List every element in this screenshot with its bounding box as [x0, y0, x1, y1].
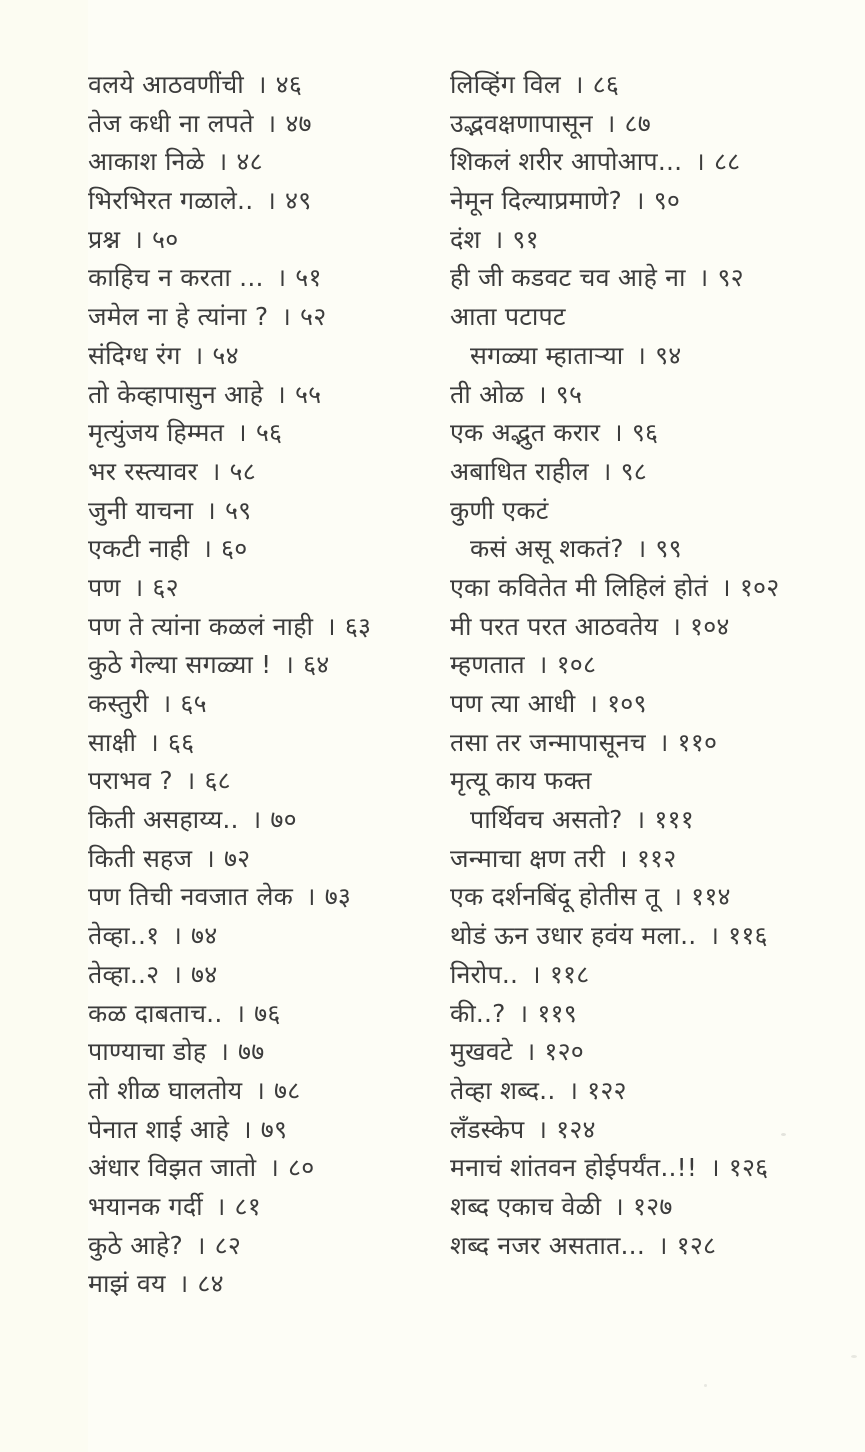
toc-entry-separator: ।: [518, 998, 529, 1028]
toc-entry-title: तेव्हा..१: [88, 921, 160, 951]
toc-entry-title: ही जी कडवट चव आहे ना: [450, 263, 686, 293]
toc-entry: [88, 1227, 428, 1266]
toc-entry: [88, 646, 428, 685]
toc-entry: [450, 453, 840, 492]
toc-entry: [88, 182, 428, 221]
toc-entry: [88, 685, 428, 724]
toc-entry-title: वलये आठवणींची: [88, 70, 244, 99]
toc-entry: [88, 569, 428, 608]
toc-entry: [88, 1033, 428, 1072]
toc-entry-title: कुणी एकटं: [450, 495, 549, 525]
toc-entry-page-number: १०९: [607, 689, 647, 718]
toc-entry-separator: ।: [172, 921, 183, 951]
toc-entry: [88, 453, 428, 492]
toc-entry: [450, 1033, 840, 1072]
toc-entry-separator: ।: [709, 921, 720, 951]
toc-entry: [88, 878, 428, 917]
toc-entry-page-number: ८७: [624, 108, 651, 138]
toc-entry-page-number: ११२: [636, 843, 677, 873]
toc-entry-title: पण: [88, 572, 121, 602]
toc-entry-title: एका कवितेत मी लिहिलं होतं: [450, 572, 709, 602]
toc-entry-title: पाण्याचा डोह: [88, 1037, 207, 1067]
toc-entry-separator: ।: [202, 534, 213, 564]
toc-entry-page-number: ७४: [191, 959, 218, 989]
toc-entry-page-number: ७०: [270, 805, 297, 835]
toc-entry-page-number: ९९: [655, 534, 682, 564]
toc-entry-page-number: ६२: [152, 572, 179, 602]
toc-entry: [450, 608, 840, 647]
toc-entry-separator: ।: [672, 882, 683, 912]
toc-entry-separator: ।: [573, 70, 584, 99]
toc-entry-title: जन्माचा क्षण तरी: [450, 843, 606, 873]
toc-entry-separator: ।: [217, 147, 228, 177]
toc-entry-separator: ।: [193, 340, 204, 370]
toc-entry: [88, 1111, 428, 1150]
toc-entry-title: मृत्युंजय हिम्मत: [88, 418, 225, 448]
toc-entry-title: पार्थिवच असतो?: [470, 805, 623, 835]
toc-entry-separator: ।: [195, 1230, 206, 1260]
toc-entry-title: साक्षी: [88, 727, 137, 757]
toc-entry-page-number: १०२: [739, 572, 780, 602]
toc-entry-page-number: ५९: [224, 495, 252, 525]
toc-entry-page-number: ९१: [512, 224, 539, 254]
toc-entry-title: मी परत परत आठवतेय: [450, 611, 659, 641]
toc-entry-separator: ।: [219, 1037, 230, 1067]
toc-entry-page-number: १२४: [556, 1114, 596, 1144]
toc-entry-page-number: ५५: [294, 379, 322, 409]
toc-entry-title: पण त्या आधी: [450, 689, 576, 718]
toc-entry-title: कसं असू शकतं?: [470, 534, 624, 564]
toc-entry-separator: ।: [588, 689, 599, 718]
toc-entry-separator: ।: [493, 224, 504, 254]
toc-entry: [88, 143, 428, 182]
toc-entry-title: जमेल ना हे त्यांना ?: [88, 302, 269, 332]
toc-entry-page-number: ७९: [260, 1114, 288, 1144]
toc-entry-separator: ।: [306, 882, 316, 912]
toc-entry: [450, 724, 840, 763]
toc-entry: [450, 143, 840, 182]
toc-entry-title: माझं वय: [88, 1269, 166, 1299]
toc-entry-title: तसा तर जन्मापासूनच: [450, 727, 646, 757]
toc-entry: [88, 66, 428, 105]
scan-speck: [704, 1384, 707, 1387]
toc-entry-page-number: ९२: [717, 263, 744, 293]
toc-left-column: [88, 66, 428, 1304]
toc-entry-page-number: ४७: [285, 108, 312, 138]
toc-entry: [88, 995, 428, 1034]
toc-entry-title: काहिच न करता ...: [88, 263, 264, 293]
toc-entry: [88, 724, 428, 763]
toc-entry-page-number: ९६: [631, 418, 659, 448]
toc-entry-page-number: ५२: [300, 302, 327, 332]
toc-entry: [450, 376, 840, 415]
toc-entry-separator: ।: [284, 650, 295, 680]
toc-entry-page-number: ९०: [653, 186, 681, 216]
toc-entry-separator: ।: [671, 611, 682, 641]
toc-entry-title: कस्तुरी: [88, 689, 149, 718]
toc-entry-page-number: ५८: [229, 456, 256, 486]
toc-entry-title: शब्द एकाच वेळी: [450, 1191, 602, 1221]
toc-entry-separator: ।: [266, 186, 277, 216]
toc-entry-page-number: ११८: [549, 959, 590, 989]
toc-entry-title: लिव्हिंग विल: [450, 70, 561, 99]
toc-entry-separator: ।: [525, 1037, 536, 1067]
toc-entry-separator: ।: [149, 727, 159, 757]
toc-entry: [88, 530, 428, 569]
toc-entry-title: एकटी नाही: [88, 534, 190, 564]
toc-entry-page-number: ११०: [677, 727, 718, 757]
toc-entry: [450, 1188, 840, 1227]
toc-entry-page-number: ९४: [655, 340, 682, 370]
toc-entry-page-number: ५४: [212, 340, 239, 370]
toc-entry-title: नेमून दिल्याप्रमाणे?: [450, 186, 622, 216]
toc-entry-separator: ।: [255, 1075, 266, 1105]
toc-entry-separator: ।: [215, 1191, 226, 1221]
toc-entry-page-number: ५०: [152, 224, 179, 254]
toc-entry-page-number: ७४: [191, 921, 218, 951]
toc-entry: [450, 646, 840, 685]
toc-entry-title: एक अद्भुत करार: [450, 418, 601, 448]
toc-entry: [88, 105, 428, 144]
toc-entry-page-number: ११६: [728, 921, 768, 951]
toc-entry: [88, 492, 428, 531]
toc-entry: [450, 66, 840, 105]
toc-entry: [450, 414, 840, 453]
toc-entry-title: तेव्हा शब्द..: [450, 1075, 556, 1105]
toc-entry-separator: ।: [251, 805, 262, 835]
toc-entry-title: निरोप..: [450, 959, 519, 989]
toc-entry-separator: ।: [537, 1114, 548, 1144]
toc-entry-page-number: ८४: [197, 1269, 224, 1299]
toc-entry-title: पेनात शाई आहे: [88, 1114, 230, 1144]
toc-entry-title: शब्द नजर असतात...: [450, 1230, 645, 1260]
toc-entry-page-number: ७३: [324, 882, 352, 912]
toc-entry-page-number: १२७: [632, 1191, 673, 1221]
toc-entry-separator: ।: [266, 108, 277, 138]
toc-entry-page-number: ७८: [274, 1075, 301, 1105]
toc-entry-title: प्रश्न: [88, 224, 121, 254]
toc-entry-page-number: ४९: [285, 186, 312, 216]
toc-entry: [88, 414, 428, 453]
toc-entry-separator: ।: [206, 495, 216, 525]
toc-entry-title: तेव्हा..२: [88, 959, 160, 989]
toc-entry-separator: ।: [721, 572, 731, 602]
toc-entry-separator: ।: [242, 1114, 252, 1144]
toc-entry-title: मृत्यू काय फक्त: [450, 766, 592, 796]
toc-entry-page-number: ८८: [713, 147, 741, 177]
toc-entry-page-number: १११: [654, 805, 694, 835]
toc-entry-page-number: ८०: [288, 1153, 315, 1183]
toc-entry: [450, 298, 840, 337]
toc-entry: [88, 337, 428, 376]
toc-entry-separator: ।: [605, 108, 616, 138]
toc-entry-separator: ।: [710, 1153, 720, 1183]
toc-entry-separator: ।: [235, 998, 246, 1028]
toc-entry-page-number: ४६: [275, 70, 303, 99]
toc-entry-page-number: १०४: [690, 611, 730, 641]
scan-speck: [851, 1355, 857, 1358]
toc-entry-title: आता पटापट: [450, 302, 566, 332]
toc-entry: [450, 1149, 840, 1188]
toc-entry-separator: ।: [185, 766, 196, 796]
toc-entry-separator: ।: [698, 263, 709, 293]
toc-entry-title: म्हणतात: [450, 650, 525, 680]
toc-entry-title: तो शीळ घालतोय: [88, 1075, 243, 1105]
toc-entry-separator: ।: [256, 70, 267, 99]
toc-entry: [450, 337, 840, 376]
toc-entry-title: मनाचं शांतवन होईपर्यंत..!!: [450, 1153, 698, 1183]
toc-entry: [88, 1149, 428, 1188]
toc-entry-title: आकाश निळे: [88, 147, 205, 177]
toc-entry-separator: ।: [161, 689, 172, 718]
toc-entry: [450, 259, 840, 298]
toc-entry: [450, 917, 840, 956]
toc-entry-title: जुनी याचना: [88, 495, 194, 525]
toc-entry: [450, 492, 840, 531]
toc-entry-separator: ।: [635, 186, 645, 216]
toc-entry-separator: ।: [326, 611, 336, 641]
toc-entry: [88, 259, 428, 298]
toc-entry-title: कुठे गेल्या सगळ्या !: [88, 650, 272, 680]
toc-entry-title: भयानक गर्दी: [88, 1191, 203, 1221]
toc-entry-title: किती सहज: [88, 843, 193, 873]
toc-entry-separator: ।: [635, 805, 646, 835]
toc-entry-page-number: ७२: [223, 843, 251, 873]
toc-entry-title: पण तिची नवजात लेक: [88, 882, 293, 912]
toc-entry-separator: ।: [601, 456, 612, 486]
toc-entry-title: सगळ्या म्हाताऱ्या: [470, 340, 624, 370]
toc-entry: [450, 1111, 840, 1150]
toc-entry-page-number: १०८: [556, 650, 597, 680]
toc-entry-separator: ।: [205, 843, 215, 873]
toc-entry-title: भिरभिरत गळाले..: [88, 186, 254, 216]
toc-right-column: [450, 66, 840, 1265]
toc-entry-separator: ।: [276, 379, 286, 409]
toc-entry-page-number: ११४: [691, 882, 731, 912]
toc-entry: [88, 1188, 428, 1227]
toc-entry: [450, 995, 840, 1034]
toc-entry-page-number: ८२: [214, 1230, 242, 1260]
toc-entry-title: दंश: [450, 224, 481, 254]
toc-entry-title: ती ओळ: [450, 379, 525, 409]
toc-entry-separator: ।: [636, 534, 647, 564]
toc-entry: [450, 182, 840, 221]
toc-entry-title: अबाधित राहील: [450, 456, 589, 486]
toc-entry-title: किती असहाय्य..: [88, 805, 239, 835]
toc-entry-separator: ।: [178, 1269, 189, 1299]
toc-entry-title: एक दर्शनबिंदू होतीस तू: [450, 882, 660, 912]
toc-entry-separator: ।: [618, 843, 628, 873]
toc-entry-title: थोडं ऊन उधार हवंय मला..: [450, 921, 697, 951]
toc-entry-title: कळ दाबताच..: [88, 998, 223, 1028]
toc-entry: [450, 801, 840, 840]
toc-entry: [88, 956, 428, 995]
toc-entry: [88, 801, 428, 840]
toc-entry-separator: ।: [537, 650, 548, 680]
toc-entry-page-number: ८६: [592, 70, 620, 99]
toc-entry-title: कुठे आहे?: [88, 1230, 183, 1260]
toc-entry-page-number: ७७: [238, 1037, 265, 1067]
toc-entry-title: पण ते त्यांना कळलं नाही: [88, 611, 314, 641]
toc-entry-title: पराभव ?: [88, 766, 173, 796]
toc-entry-title: भर रस्त्यावर: [88, 456, 198, 486]
toc-entry-separator: ।: [269, 1153, 280, 1183]
toc-entry: [88, 298, 428, 337]
toc-entry-title: शिकलं शरीर आपोआप...: [450, 147, 683, 177]
toc-entry: [450, 1072, 840, 1111]
toc-entry: [88, 376, 428, 415]
scan-edge-tint: [0, 0, 88, 1452]
toc-entry-separator: ।: [210, 456, 221, 486]
toc-entry-separator: ।: [568, 1075, 579, 1105]
toc-entry-separator: ।: [281, 302, 291, 332]
toc-entry: [450, 569, 840, 608]
toc-entry: [450, 840, 840, 879]
toc-entry-separator: ।: [237, 418, 247, 448]
toc-entry-page-number: ६३: [344, 611, 372, 641]
toc-entry-page-number: ११९: [537, 998, 577, 1028]
toc-entry-separator: ।: [636, 340, 647, 370]
toc-entry-separator: ।: [537, 379, 547, 409]
toc-entry-title: की..?: [450, 998, 506, 1028]
toc-entry: [88, 1072, 428, 1111]
toc-entry-page-number: ६४: [303, 650, 330, 680]
scan-speck: [781, 1133, 786, 1136]
toc-entry-page-number: १२०: [544, 1037, 584, 1067]
toc-entry-separator: ।: [613, 418, 623, 448]
toc-entry-page-number: ४८: [236, 147, 263, 177]
toc-entry-title: तो केव्हापासुन आहे: [88, 379, 264, 409]
toc-entry-page-number: ६६: [167, 727, 195, 757]
toc-entry-separator: ।: [695, 147, 705, 177]
toc-entry-title: मुखवटे: [450, 1037, 513, 1067]
toc-entry-separator: ।: [133, 224, 143, 254]
toc-entry-page-number: ६५: [180, 689, 207, 718]
toc-entry-title: लँडस्केप: [450, 1114, 525, 1144]
toc-entry: [450, 530, 840, 569]
toc-entry-page-number: १२६: [728, 1153, 769, 1183]
toc-entry: [88, 1265, 428, 1304]
toc-entry: [88, 221, 428, 260]
toc-entry: [450, 762, 840, 801]
toc-entry-separator: ।: [658, 727, 669, 757]
toc-entry-page-number: ७६: [254, 998, 281, 1028]
toc-entry-separator: ।: [172, 959, 183, 989]
toc-entry-page-number: १२८: [676, 1230, 717, 1260]
toc-entry-page-number: ९८: [620, 456, 647, 486]
toc-entry: [88, 917, 428, 956]
toc-entry: [450, 956, 840, 995]
toc-entry-separator: ।: [531, 959, 541, 989]
toc-entry-title: तेज कधी ना लपते: [88, 108, 254, 138]
toc-entry-page-number: ५१: [295, 263, 322, 293]
toc-entry: [450, 221, 840, 260]
toc-entry-page-number: ९५: [555, 379, 583, 409]
toc-entry-separator: ।: [614, 1191, 624, 1221]
toc-entry-separator: ।: [657, 1230, 668, 1260]
toc-entry-separator: ।: [133, 572, 144, 602]
toc-entry-title: संदिग्ध रंग: [88, 340, 181, 370]
toc-entry: [450, 105, 840, 144]
toc-entry: [88, 840, 428, 879]
toc-entry: [450, 1227, 840, 1266]
toc-entry-title: अंधार विझत जातो: [88, 1153, 257, 1183]
toc-entry: [88, 608, 428, 647]
toc-entry-separator: ।: [276, 263, 287, 293]
toc-entry-page-number: १२२: [587, 1075, 627, 1105]
toc-entry-page-number: ६०: [221, 534, 248, 564]
toc-entry: [88, 762, 428, 801]
toc-entry-page-number: ६८: [204, 766, 231, 796]
toc-entry: [450, 685, 840, 724]
toc-entry-title: उद्भवक्षणापासून: [450, 108, 593, 138]
toc-entry-page-number: ५६: [255, 418, 283, 448]
toc-entry-page-number: ८१: [234, 1191, 261, 1221]
toc-entry: [450, 878, 840, 917]
